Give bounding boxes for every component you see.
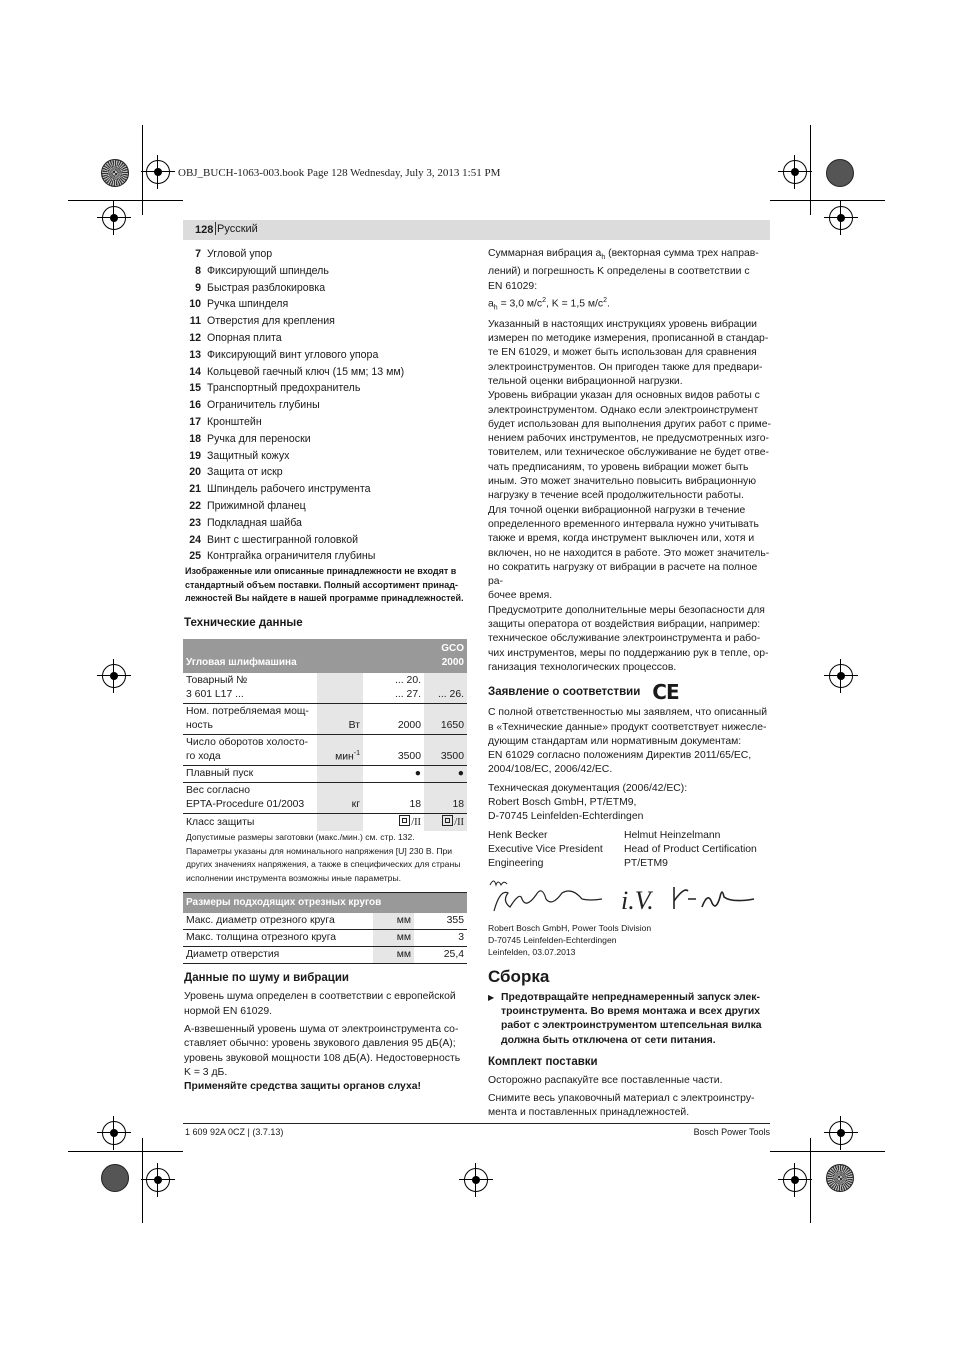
item-number: 20 — [189, 466, 201, 479]
signer-right: Helmut Heinzelmann Head of Product Certification PT/ETM9 — [624, 829, 757, 869]
text-line: также и время, когда инструмент выключен или, хотя и — [488, 533, 755, 545]
delivery-text: Осторожно распакуйте все поставленные части. Снимите весь упаковочный материал с электроинстру- мента и поставленных принадлежностей. — [488, 1074, 755, 1119]
text-line: техническое обслуживание электроинструмента и рабо- — [488, 633, 761, 645]
double-insulation-icon — [399, 815, 410, 826]
protection-class-label: Класс защиты — [186, 817, 255, 829]
text-line: электроинструментом. Однако если электроинструмент — [488, 404, 759, 416]
item-number: 10 — [189, 298, 201, 311]
disc-row-label: Макс. диаметр отрезного круга — [183, 913, 373, 930]
text-line: Для точной оценки вибрационной нагрузки в течение — [488, 504, 746, 516]
conformity-title: Заявление о соответствии — [488, 685, 641, 698]
disc-row-unit: мм — [373, 913, 414, 930]
speed-unit: мин$^{-1}$ — [317, 735, 363, 766]
item-number: 14 — [189, 365, 201, 378]
list-item — [181, 448, 471, 465]
registration-mark-icon — [102, 206, 126, 230]
color-wheel-icon — [101, 1164, 129, 1192]
vibration-text: Суммарная вибрация $a_h$ (векторная сумма трех направ- лений) и погрешность K определены в соответствии с EN 61029: $a_h = 3,0$ $м/с^2$, K = 1,5 $м/с^2$. Указанный в настоящих инструкциях уровень вибрации измерен по методике измерения, прописанной в стандар- те EN 61029, и может быть использован для сравнения электроинструментов. Он пригоден также для предвари- тельной оценки вибрационной нагрузки. Уровень вибрации указан для основных видов работы с электроинструментом. Однако если электроинструмент будет использован для выполнения других работ с приме- нением рабочих инструментов, не предусмотренных изго- товителем, или техническое обслуживание не будет отве- чать предписаниям, то уровень вибрации может быть иным. Это может значительно повысить вибрационную нагрузку в течение всей продолжительности работы. Для точной оценки вибрационной нагрузки в течение определенного временного интервала нужно учитывать также и время, когда инструмент выключен или, хотя и включен, но не находится в работе. Это может значитель- но сократить нагрузку от вибрации в расчете на полное ра- бочее время. Предусмотрите дополнительные меры безопасности для защиты оператора от воздействия вибрации, например: техническое обслуживание электроинструмента и рабо- чих инструментов, меры по поддержанию рук в тепле, ор- ганизация технологических процессов. — [488, 247, 773, 675]
power-unit: Вт — [317, 704, 363, 735]
disc-row-unit: мм — [373, 929, 414, 946]
footer-right: Bosch Power Tools — [693, 1127, 770, 1137]
item-number: 7 — [195, 248, 201, 260]
text-line: но сократить нагрузку от вибрации в расчете на полное ра- — [488, 561, 758, 588]
item-number: 11 — [189, 315, 201, 328]
color-wheel-icon — [826, 159, 854, 187]
item-number: 16 — [189, 399, 201, 412]
left-column — [181, 246, 471, 1094]
item-label: Быстрая разблокировка — [207, 281, 326, 294]
spec-table — [183, 639, 467, 831]
item-number: 18 — [189, 432, 201, 445]
text-line: чих инструментов, меры по поддержанию рук в тепле, ор- — [488, 647, 769, 659]
item-label: Кронштейн — [207, 415, 262, 428]
double-insulation-icon — [442, 815, 453, 826]
list-item — [181, 246, 471, 263]
noise-title: Данные по шуму и вибрации — [184, 971, 349, 984]
text-line: бочее время. — [488, 590, 553, 602]
protection-class-a: /II — [363, 814, 424, 832]
list-item — [181, 431, 471, 448]
page-language: Русский — [217, 223, 258, 235]
spec-head-left: Угловая шлифмашина — [183, 639, 424, 673]
disc-row-value: 355 — [414, 913, 467, 930]
text-line: нением рабочих инструментов, не предусмотренных изго- — [488, 433, 769, 445]
disc-row-unit: мм — [373, 946, 414, 963]
right-column — [488, 247, 773, 1120]
footer-left: 1 609 92A 0CZ | (3.7.13) — [185, 1127, 284, 1137]
conformity-text: С полной ответственностью мы заявляем, что описанный в «Технические данные» продукт соответствует нижесле- дующим стандартам или нормативным документам: EN 61029 согласно положениям Директив 2011/65/EC, 2004/108/EC, 2006/42/EC. Техническая документация (2006/42/EC): Robert Bosch GmbH, PT/ETM9, D-70745 Leinfelden-Echterdingen — [488, 707, 768, 823]
item-label: Прижимной фланец — [207, 499, 306, 512]
delivery-title: Комплект поставки — [488, 1055, 598, 1068]
text-line: измерен по методике измерения, прописанной в стандар- — [488, 333, 769, 345]
registration-mark-icon — [464, 1168, 488, 1192]
item-label: Отверстия для крепления — [207, 315, 335, 328]
text-line: определенного временного интервала нужно учитывать — [488, 518, 759, 530]
header-divider — [215, 222, 216, 235]
registration-mark-icon — [146, 1168, 170, 1192]
list-item — [181, 263, 471, 280]
text-line: ганизация технологических процессов. — [488, 661, 677, 673]
item-number: 23 — [189, 516, 201, 529]
noise-text: Уровень шума определен в соответствии с европейской нормой EN 61029. А-взвешенный уровень шума от электроинструмента со- ставляет обычно: уровень звукового давления 95 дБ(A); уровень звуковой мощности 108 дБ(A). Недостоверность K = 3 дБ. Применяйте средства защиты органов слуха! — [184, 990, 471, 1094]
ce-mark-icon: CE — [652, 680, 679, 705]
list-item — [181, 364, 471, 381]
list-item — [181, 280, 471, 297]
item-label: Шпиндель рабочего инструмента — [207, 483, 371, 496]
registration-mark-icon — [783, 160, 807, 184]
registration-mark-icon — [146, 160, 170, 184]
disc-table-head: Размеры подходящих отрезных кругов — [183, 893, 467, 913]
text-line: Указанный в настоящих инструкциях уровень вибрации — [488, 318, 757, 330]
disc-table — [183, 893, 467, 964]
registration-mark-icon — [783, 1168, 807, 1192]
list-item — [181, 481, 471, 498]
disc-row-label: Макс. толщина отрезного круга — [183, 929, 373, 946]
item-number: 9 — [195, 281, 201, 294]
item-label: Защита от искр — [207, 466, 283, 479]
text-line: те EN 61029, и может быть использован для сравнения — [488, 347, 757, 359]
item-label: Кольцевой гаечный ключ (15 мм; 13 мм) — [207, 365, 405, 378]
color-wheel-icon — [826, 1164, 854, 1192]
text-line: нагрузку в течение всей продолжительности работы. — [488, 490, 744, 502]
list-item — [181, 464, 471, 481]
page-header-bar — [183, 220, 770, 240]
accessories-note: Изображенные или описанные принадлежности не входят в стандартный объем поставки. Полный ассортимент принад- лежностей Вы найдете в нашей программе принадлежностей. — [185, 566, 464, 603]
color-wheel-icon — [101, 159, 129, 187]
list-item — [181, 380, 471, 397]
registration-mark-icon — [829, 1121, 853, 1145]
disc-row-value: 3 — [414, 929, 467, 946]
item-number: 8 — [195, 264, 201, 277]
conformity-heading — [488, 680, 773, 705]
list-item — [181, 548, 471, 565]
speed-value-a: 3500 — [363, 735, 424, 766]
item-number: 19 — [189, 449, 201, 462]
registration-mark-icon — [102, 1121, 126, 1145]
list-item — [181, 532, 471, 549]
text-line: Предусмотрите дополнительные меры безопасности для — [488, 604, 765, 616]
item-number: 13 — [189, 348, 201, 361]
order-number-b: ... 26. — [424, 673, 467, 704]
item-label: Винт с шестигранной головкой — [207, 533, 359, 546]
softstart-label: Плавный пуск — [183, 766, 317, 783]
disc-row-value: 25,4 — [414, 946, 467, 963]
assembly-warning: ▶ Предотвращайте непреднамеренный запуск элек- троинструмента. Во время монтажа и всех других работ с электроинструментом штепсельная вилка должна быть отключена от сети питания. — [488, 991, 773, 1048]
item-number: 21 — [189, 483, 201, 496]
tech-data-title: Технические данные — [184, 617, 303, 630]
list-item — [181, 330, 471, 347]
item-number: 24 — [189, 533, 201, 546]
list-item — [181, 347, 471, 364]
item-label: Ограничитель глубины — [207, 399, 320, 412]
signatures — [488, 871, 773, 919]
text-line: иным. Это может значительно повысить вибрационную — [488, 476, 757, 488]
text-line: Уровень вибрации указан для основных видов работы с — [488, 390, 760, 402]
speed-value-b: 3500 — [424, 735, 467, 766]
item-label: Защитный кожух — [207, 449, 290, 462]
list-item — [181, 313, 471, 330]
item-label: Контргайка ограничителя глубины — [207, 550, 376, 563]
company-info: Robert Bosch GmbH, Power Tools Division D-70745 Leinfelden-Echterdingen Leinfelden, 03.07.2013 — [488, 922, 652, 957]
table-notes: Допустимые размеры заготовки (макс./мин.) см. стр. 132. Параметры указаны для номинального напряжения [U] 230 В. При других значениях напряжения, а также в специфических для страны исполнении инструмента возможны иные параметры. — [186, 832, 461, 883]
footer-line — [183, 1123, 770, 1124]
order-number-a: ... 20. ... 27. — [363, 673, 424, 704]
registration-mark-icon — [829, 664, 853, 688]
power-value-a: 2000 — [363, 704, 424, 735]
item-label: Ручка для переноски — [207, 432, 311, 445]
protection-class-b: /II — [424, 814, 467, 832]
item-label: Подкладная шайба — [207, 516, 302, 529]
disc-row-label: Диаметр отверстия — [183, 946, 373, 963]
weight-label: Вес согласно EPTA-Procedure 01/2003 — [183, 783, 317, 814]
item-label: Транспортный предохранитель — [207, 382, 361, 395]
handwritten-signatures — [488, 871, 758, 919]
text-line: чать предписаниям, то уровень вибрации может быть — [488, 461, 749, 473]
list-item — [181, 515, 471, 532]
softstart-dot-b: ● — [424, 766, 467, 783]
page-number: 128 — [195, 224, 214, 236]
item-number: 25 — [189, 550, 201, 563]
svg-text:i.V.: i.V. — [621, 885, 654, 915]
item-label: Опорная плита — [207, 331, 282, 344]
list-item — [181, 414, 471, 431]
list-item — [181, 296, 471, 313]
item-number: 15 — [189, 382, 201, 395]
text-line: товителем, или техническое обслуживание не будет отве- — [488, 447, 769, 459]
triangle-bullet-icon: ▶ — [488, 992, 495, 1002]
order-label: Товарный № 3 601 L17 ... — [183, 673, 317, 704]
signers — [488, 829, 773, 871]
list-item — [181, 498, 471, 515]
item-label: Ручка шпинделя — [207, 298, 289, 311]
power-value-b: 1650 — [424, 704, 467, 735]
parts-list — [181, 246, 471, 565]
text-line: защиты оператора от воздействия вибрации, например: — [488, 619, 761, 631]
list-item — [181, 397, 471, 414]
item-label: Фиксирующий шпиндель — [207, 264, 329, 277]
registration-mark-icon — [829, 206, 853, 230]
speed-label: Число оборотов холосто- го хода — [183, 735, 317, 766]
assembly-title: Сборка — [488, 966, 550, 986]
text-line: тельной оценки вибрационной нагрузки. — [488, 376, 683, 387]
item-label: Угловой упор — [207, 248, 273, 260]
print-header: OBJ_BUCH-1063-003.book Page 128 Wednesday, July 3, 2013 1:51 PM — [178, 167, 501, 179]
text-line: включен, но не находится в работе. Это может значитель- — [488, 547, 770, 559]
text-line: электроинструментов. Он пригоден также для предвари- — [488, 361, 763, 373]
softstart-dot-a: ● — [363, 766, 424, 783]
item-number: 22 — [189, 499, 201, 512]
item-number: 12 — [189, 331, 201, 344]
power-label: Ном. потребляемая мощ- ность — [183, 704, 317, 735]
item-number: 17 — [189, 415, 201, 428]
weight-value-a: 18 — [363, 783, 424, 814]
registration-mark-icon — [102, 664, 126, 688]
signer-left: Henk Becker Executive Vice President Engineering — [488, 829, 603, 869]
item-label: Фиксирующий винт углового упора — [207, 348, 379, 361]
weight-unit: кг — [317, 783, 363, 814]
spec-head-right: GCO 2000 — [424, 639, 467, 673]
weight-value-b: 18 — [424, 783, 467, 814]
noise-warning: Применяйте средства защиты органов слуха! — [184, 1081, 421, 1093]
text-line: будет использован для выполнения других работ с приме- — [488, 418, 772, 430]
